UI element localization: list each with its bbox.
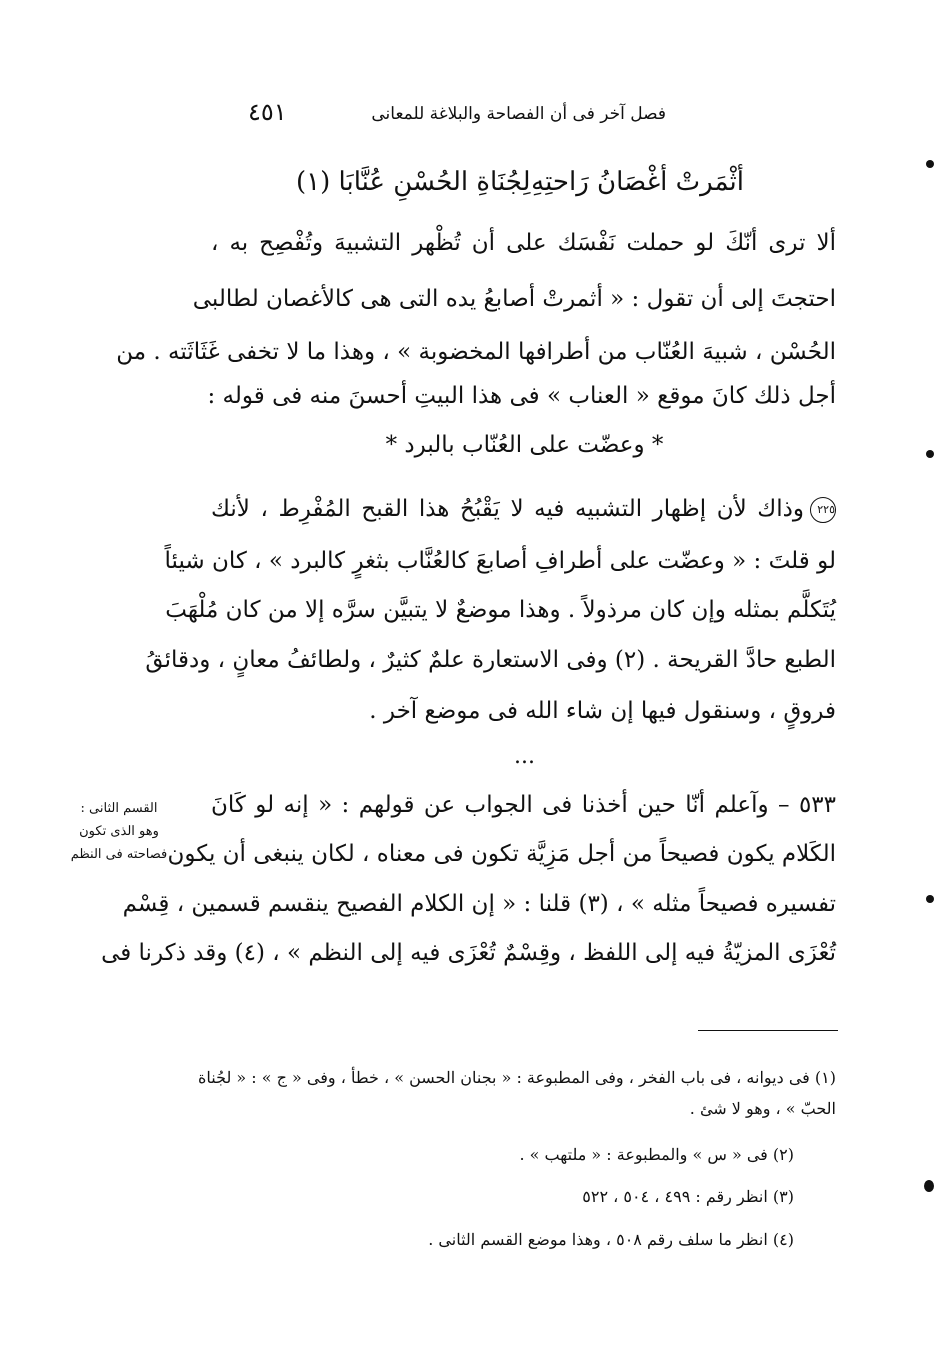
margin-note-line: وهو الذى تكون: [79, 824, 159, 839]
binding-mark: [926, 450, 934, 458]
paragraph-line: الحُسْن ، شبيهَ العُنّاب من أطرافها المخضوبة » ، وهذا ما لا تخفى غَثَاثَته . من: [116, 339, 836, 365]
binding-mark: [924, 1180, 934, 1192]
section-separator: ...: [514, 744, 535, 769]
footnote-line: (٢) فى « س » والمطبوعة : « ملتهب » .: [519, 1145, 794, 1164]
paragraph-line: ٥٣٣ – وآعلم أنّا حين أخذنا فى الجواب عن قولهم : « إنه لو كَانَ: [211, 792, 836, 818]
paragraph-line: أجل ذلك كانَ موقع « العناب » فى هذا البيتِ أحسنَ منه فى قوله :: [207, 383, 836, 409]
margin-note: [64, 797, 174, 866]
paragraph-line-text: وذاك لأن إظهار التشبيه فيه لا يَقْبُحُ هذا القبح المُفْرِط ، لأنك: [211, 496, 804, 522]
binding-mark: [926, 895, 934, 903]
footnote-line: الحبّ » ، وهو لا شئ .: [689, 1099, 836, 1118]
footnote-line: (٤) انظر ما سلف رقم ٥٠٨ ، وهذا موضع القسم الثانى .: [428, 1230, 794, 1249]
paragraph-line: يُتَكلَّم بمثله وإن كان مرذولاً . وهذا موضعٌ لا يتبيَّن سرَّه إلا من كان مُلْهَبَ: [165, 597, 836, 623]
footnote-divider: [698, 1030, 838, 1031]
paragraph-line: احتجتَ إلى أن تقول : « أثمرتْ أصابعُ يده التى هى كالأغصان لطالبى: [192, 286, 836, 312]
paragraph-line: الطبع حادَّ القريحة . (٢) وفى الاستعارة علمٌ كثيرٌ ، ولطائفُ معانٍ ، ودقائقُ: [145, 647, 836, 673]
quote-line: * وعضّت على العُنّاب بالبرد *: [385, 432, 664, 458]
paragraph-line: [211, 494, 836, 524]
page-number: ٤٥١: [248, 98, 287, 126]
binding-mark: [926, 160, 934, 168]
footnote-line: (٣) انظر رقم : ٤٩٩ ، ٥٠٤ ، ٥٢٢: [582, 1187, 794, 1206]
verse-first-hemistich: أثْمَرتْ أغْصَانُ رَاحتِهِ: [531, 167, 744, 197]
footnote-line: (١) فى ديوانه ، فى باب الفخر ، وفى المطبوعة : « بجنان الحسن » ، خطأ ، وفى « ج » : « لجُناة: [198, 1068, 836, 1087]
margin-note-line: فصاحته فى النظم: [70, 847, 168, 862]
paragraph-line: فروقٍ ، وسنقول فيها إن شاء الله فى موضع آخر .: [369, 698, 836, 724]
paragraph-marker: ٢٢٥: [810, 497, 836, 523]
paragraph-line: لو قلتَ : « وعضّت على أطرافِ أصابعَ كالعُنَّاب بثغرٍ كالبرد » ، كان شيئاً: [164, 548, 836, 574]
verse-second-hemistich: لِجُنَاةِ الحُسْنِ عُنَّابَا (١): [296, 167, 531, 197]
paragraph-line: الكَلام يكون فصيحاً من أجل مَزِيَّة تكون فى معناه ، لكان ينبغى أن يكون: [167, 841, 836, 867]
paragraph-line: ألا ترى أنّكَ لو حملت نَفْسَك على أن تُظْهر التشبيهَ وتُفْصِح به ،: [211, 230, 836, 256]
paragraph-line: تُعْزَى المزيّةُ فيه إلى اللفظ ، وقِسْمٌ تُعْزَى فيه إلى النظم » ، (٤) وقد ذكرنا فى: [101, 940, 836, 966]
margin-note-line: القسم الثانى :: [80, 801, 158, 816]
running-title: فصل آخر فى أن الفصاحة والبلاغة للمعانى: [371, 104, 666, 124]
paragraph-line: تفسيره فصيحاً مثله » ، (٣) قلنا : « إن الكلام الفصيح ينقسم قسمين ، قِسْم: [122, 891, 836, 917]
